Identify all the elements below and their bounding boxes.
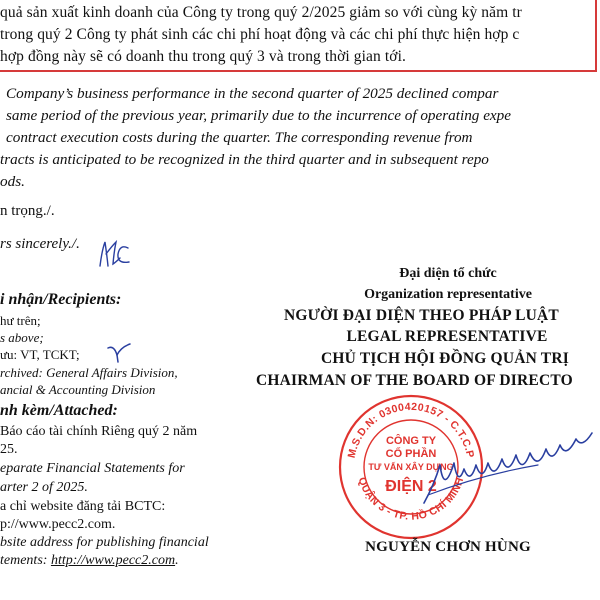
- seal-inner-line-3: TƯ VẤN XÂY DỰNG: [368, 462, 454, 472]
- initials-signature: [96, 236, 132, 272]
- recipient-line-5: ancial & Accounting Division: [0, 382, 156, 397]
- attached-line-8-prefix: tements:: [0, 553, 51, 568]
- recipient-line-2: s above;: [0, 330, 44, 345]
- attached-line-5: a chỉ website đăng tải BCTC:: [0, 499, 166, 514]
- attached-line-7: bsite address for publishing financial: [0, 535, 209, 550]
- recipient-line-4: rchived: General Affairs Division,: [0, 365, 178, 380]
- en-line-2: same period of the previous year, primarily due to the incurrence of operating expe: [6, 107, 512, 124]
- attached-line-6: p://www.pecc2.com.: [0, 517, 116, 532]
- attached-line-8: [0, 553, 179, 569]
- attached-line-4: arter 2 of 2025.: [0, 480, 88, 495]
- attached-line-8-suffix: .: [175, 553, 179, 568]
- signatory-line-4: LEGAL REPRESENTATIVE: [346, 328, 548, 345]
- closing-en: rs sincerely./.: [0, 236, 80, 252]
- seal-bottom-text: QUẬN 3 - TP. HỒ CHÍ MINH: [355, 475, 467, 523]
- attached-line-3: eparate Financial Statements for: [0, 461, 185, 476]
- attached-heading: nh kèm/Attached:: [0, 402, 118, 419]
- closing-vn: n trọng./.: [0, 203, 55, 219]
- seal-center-text: ĐIỆN 2: [385, 478, 437, 495]
- seal-inner-line-2: CỔ PHẦN: [385, 448, 437, 460]
- signatory-line-5: CHỦ TỊCH HỘI ĐỒNG QUẢN TRỊ: [321, 350, 569, 367]
- en-line-4: tracts is anticipated to be recognized in the third quarter and in subsequent repo: [0, 151, 489, 168]
- vn-line-1: quả sản xuất kinh doanh của Công ty trong quý 2/2025 giảm so với cùng kỳ năm tr: [0, 4, 522, 21]
- vn-line-2: trong quý 2 Công ty phát sinh các chi phí hoạt động và các chi phí thực hiện hợp c: [0, 26, 520, 43]
- recipients-heading: i nhận/Recipients:: [0, 291, 122, 308]
- attached-line-1: Báo cáo tài chính Riêng quý 2 năm: [0, 424, 198, 439]
- en-line-1: Company’s business performance in the second quarter of 2025 declined compar: [6, 85, 499, 102]
- seal-outer-text: M.S.D.N: 0300420157 - C.T.C.P: [345, 400, 477, 460]
- check-mark-icon: [106, 343, 132, 363]
- en-line-3: contract execution costs during the quarter. The corresponding revenue from: [6, 129, 473, 146]
- signatory-line-6: CHAIRMAN OF THE BOARD OF DIRECTO: [256, 372, 573, 389]
- vn-line-3: hợp đồng này sẽ có doanh thu trong quý 3 và trong thời gian tới.: [0, 48, 406, 65]
- signer-name: NGUYỄN CHƠN HÙNG: [365, 539, 531, 555]
- recipient-line-3: ưu: VT, TCKT;: [0, 347, 80, 362]
- signatory-line-1: Đại diện tổ chức: [399, 266, 497, 281]
- attached-line-2: 25.: [0, 442, 18, 457]
- en-line-5: ods.: [0, 173, 25, 190]
- signatory-line-2: Organization representative: [364, 287, 532, 302]
- website-link[interactable]: http://www.pecc2.com: [50, 553, 176, 568]
- recipient-line-1: hư trên;: [0, 313, 41, 328]
- chairman-signature: [420, 425, 600, 520]
- seal-inner-line-1: CÔNG TY: [385, 435, 437, 447]
- signatory-line-3: NGƯỜI ĐẠI DIỆN THEO PHÁP LUẬT: [284, 307, 559, 324]
